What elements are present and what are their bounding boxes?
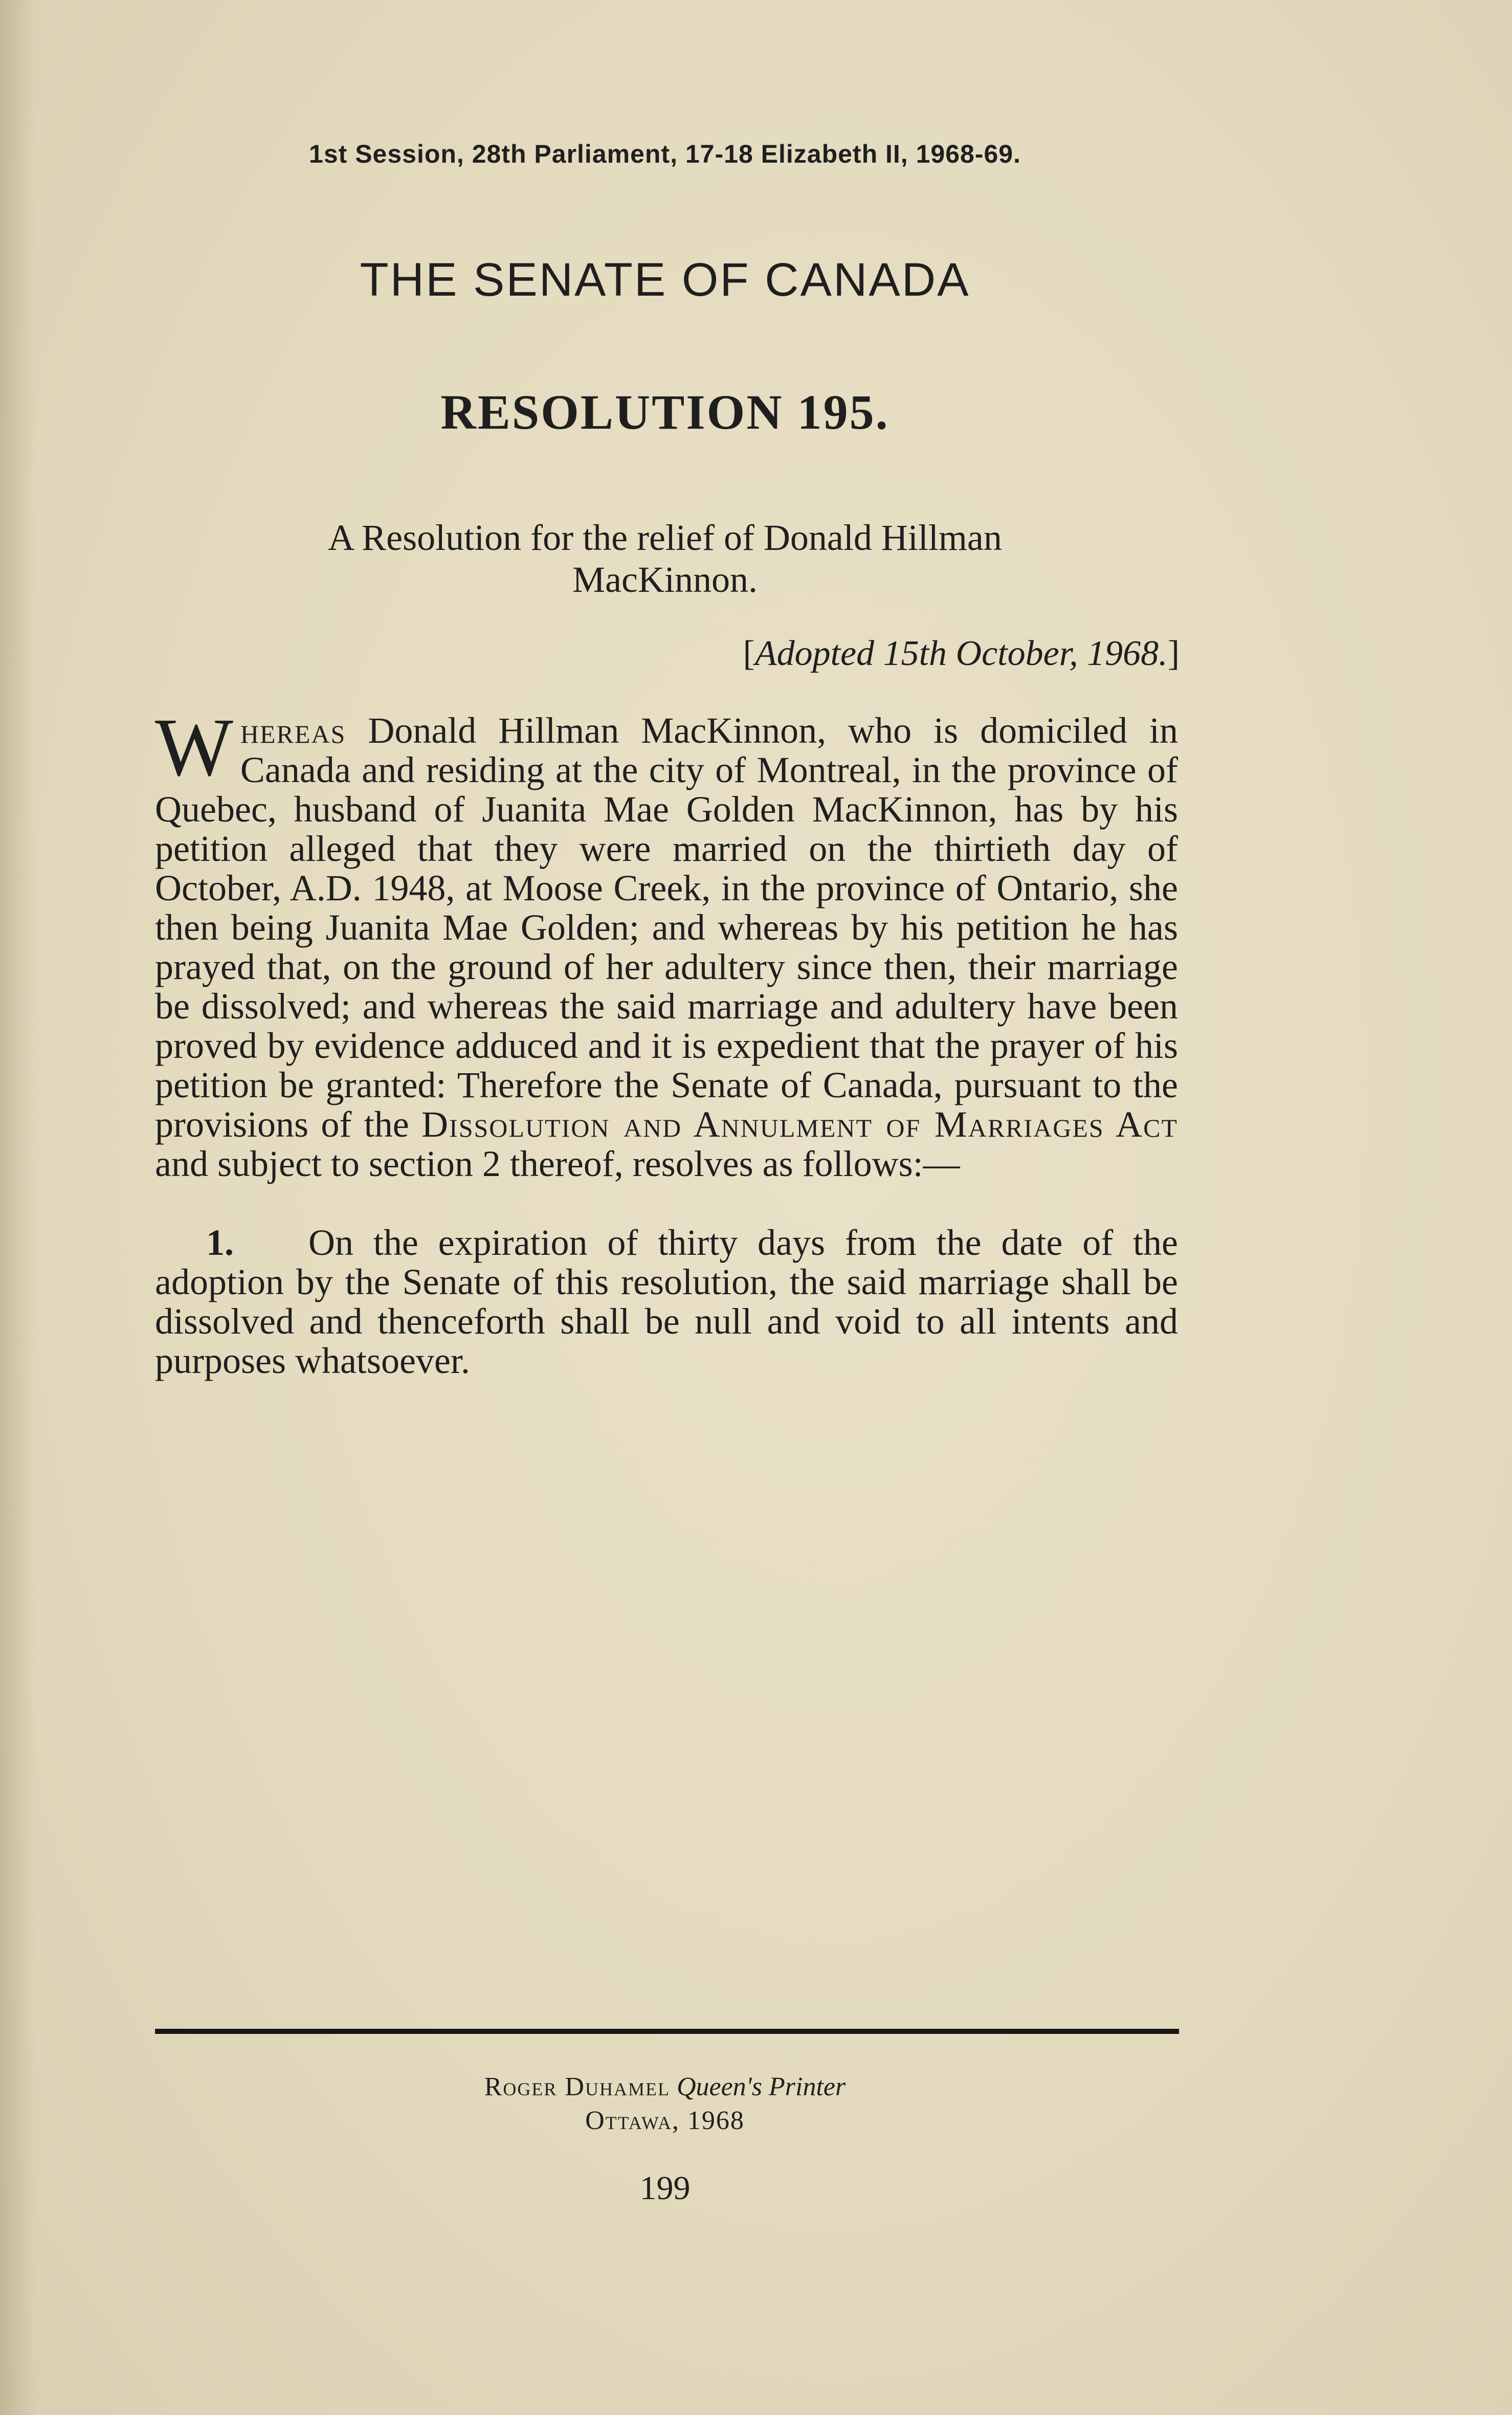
place-text: Ottawa, 1968 [585,2106,745,2135]
resolution-subtitle [0,517,1330,601]
printer-title: Queen's Printer [676,2072,846,2101]
printer-credit [0,2072,1330,2102]
adopted-open-bracket: [ [743,634,755,673]
subtitle-line-1: A Resolution for the relief of Donald Hillman [328,517,1002,558]
resolution-body [155,702,1179,1381]
section-number: 1. [206,1222,234,1263]
adopted-date [743,633,1180,674]
drop-cap: W [155,702,233,793]
session-header: 1st Session, 28th Parliament, 17-18 Elizabeth II, 1968-69. [309,140,1021,168]
preamble-text-2: and subject to section 2 thereof, resolves as follows:— [155,1143,960,1184]
resolution-title: RESOLUTION 195. [440,385,890,439]
printer-place [0,2106,1330,2136]
act-name: Dissolution and Annulment of Marriages Act [421,1104,1179,1145]
section-1-text: On the expiration of thirty days from the date of the adoption by the Senate of this resolution, the said marriage shall be dissolved and thenceforth shall be null and void to all intents and purposes whatsoever. [155,1222,1178,1381]
printer-name: Roger Duhamel [484,2072,670,2101]
subtitle-line-2: MacKinnon. [572,559,758,600]
page-edge-shadow [0,0,36,2415]
adopted-close-bracket: ] [1167,634,1180,673]
preamble-lead-word: hereas [240,710,346,751]
page-number: 199 [639,2169,691,2207]
section-1-paragraph [155,1223,1178,1381]
preamble-text-1: Donald Hillman MacKinnon, who is domiciled in Canada and residing at the city of Montreal, in the province of Quebec, husband of Juanita Mae Golden MacKinnon, has by his petition alleged that they were married on the thirtieth day of October, A.D. 1948, at Moose Creek, in the province of Ontario, she then being Juanita Mae Golden; and whereas by his petition he has prayed that, on the ground of her adultery since then, their marriage be dissolved; and whereas the said marriage and adultery have been proved by evidence adduced and it is expedient that the prayer of his petition be granted: Therefore the Senate of Canada, pursuant to the provisions of the [155,710,1178,1145]
senate-title: THE SENATE OF CANADA [360,254,970,306]
preamble-paragraph [155,702,1179,1184]
adopted-text: Adopted 15th October, 1968. [754,634,1168,673]
footer-rule [155,2029,1179,2034]
